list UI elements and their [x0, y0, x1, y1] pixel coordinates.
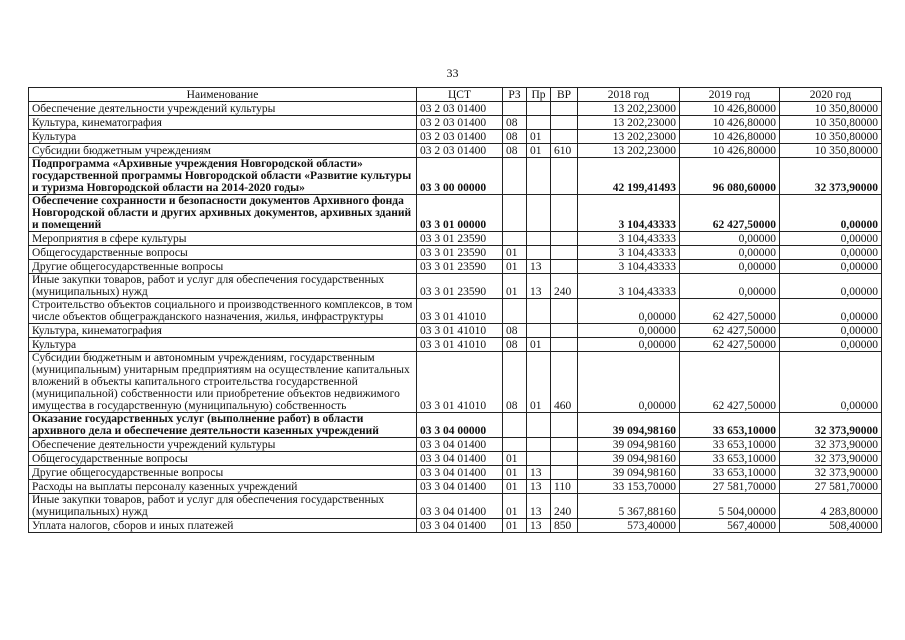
table-row [29, 494, 882, 519]
amount-2020-cell: 32 373,90000 [780, 438, 882, 452]
amount-2019-cell: 62 427,50000 [680, 299, 780, 324]
table-row [29, 260, 882, 274]
amount-2020-cell: 0,00000 [780, 260, 882, 274]
amount-2020-cell: 508,40000 [780, 519, 882, 533]
amount-2020-cell: 0,00000 [780, 195, 882, 232]
name-cell: Обеспечение деятельности учреждений культуры [29, 438, 417, 452]
rz-cell [503, 158, 527, 195]
amount-2019-cell: 0,00000 [680, 232, 780, 246]
name-cell: Культура [29, 130, 417, 144]
name-cell: Субсидии бюджетным учреждениям [29, 144, 417, 158]
cst-cell: 03 3 01 23590 [417, 260, 503, 274]
table-row [29, 352, 882, 413]
name-cell: Другие общегосударственные вопросы [29, 466, 417, 480]
amount-2018-cell: 39 094,98160 [578, 466, 680, 480]
table-row [29, 338, 882, 352]
pr-cell: 01 [527, 144, 551, 158]
amount-2020-cell: 4 283,80000 [780, 494, 882, 519]
rz-cell [503, 413, 527, 438]
amount-2018-cell: 13 202,23000 [578, 102, 680, 116]
pr-cell [527, 246, 551, 260]
amount-2019-cell: 5 504,00000 [680, 494, 780, 519]
name-cell: Мероприятия в сфере культуры [29, 232, 417, 246]
name-cell: Подпрограмма «Архивные учреждения Новгородской области» государственной программы Новгородской области «Развитие культуры и туризма Новгородской области на 2014-2020 годы» [29, 158, 417, 195]
page-number: 33 [446, 66, 459, 80]
table-row [29, 158, 882, 195]
amount-2020-cell: 0,00000 [780, 246, 882, 260]
amount-2020-cell: 0,00000 [780, 274, 882, 299]
rz-cell: 08 [503, 130, 527, 144]
table-body [29, 102, 882, 533]
amount-2020-cell: 0,00000 [780, 232, 882, 246]
amount-2019-cell: 96 080,60000 [680, 158, 780, 195]
amount-2019-cell: 33 653,10000 [680, 413, 780, 438]
vr-cell [551, 158, 578, 195]
header-cst: ЦСТ [417, 88, 503, 102]
pr-cell: 13 [527, 274, 551, 299]
header-vr: ВР [551, 88, 578, 102]
amount-2018-cell: 13 202,23000 [578, 130, 680, 144]
pr-cell: 01 [527, 352, 551, 413]
amount-2020-cell: 10 350,80000 [780, 116, 882, 130]
amount-2019-cell: 0,00000 [680, 246, 780, 260]
vr-cell [551, 195, 578, 232]
rz-cell: 08 [503, 116, 527, 130]
name-cell: Обеспечение деятельности учреждений культуры [29, 102, 417, 116]
amount-2019-cell: 62 427,50000 [680, 195, 780, 232]
cst-cell: 03 3 00 00000 [417, 158, 503, 195]
pr-cell: 13 [527, 519, 551, 533]
name-cell: Субсидии бюджетным и автономным учреждениям, государственным (муниципальным) унитарным предприятиям на осуществление капитальных вложений в объекты капитального строительства государственной (муниципальной) собственности или приобретение объектов недвижимого имущества в государственную (муниципальную) собственность [29, 352, 417, 413]
amount-2018-cell: 33 153,70000 [578, 480, 680, 494]
name-cell: Расходы на выплаты персоналу казенных учреждений [29, 480, 417, 494]
cst-cell: 03 2 03 01400 [417, 116, 503, 130]
amount-2019-cell: 0,00000 [680, 260, 780, 274]
vr-cell [551, 116, 578, 130]
name-cell: Иные закупки товаров, работ и услуг для обеспечения государственных (муниципальных) нужд [29, 494, 417, 519]
rz-cell: 01 [503, 480, 527, 494]
table-row [29, 413, 882, 438]
amount-2019-cell: 27 581,70000 [680, 480, 780, 494]
name-cell: Другие общегосударственные вопросы [29, 260, 417, 274]
amount-2019-cell: 33 653,10000 [680, 452, 780, 466]
table-row [29, 130, 882, 144]
amount-2019-cell: 10 426,80000 [680, 102, 780, 116]
table-row [29, 232, 882, 246]
amount-2020-cell: 10 350,80000 [780, 130, 882, 144]
rz-cell: 01 [503, 466, 527, 480]
rz-cell: 01 [503, 260, 527, 274]
pr-cell: 13 [527, 260, 551, 274]
vr-cell: 850 [551, 519, 578, 533]
name-cell: Обеспечение сохранности и безопасности документов Архивного фонда Новгородской области и других архивных документов, архивных зданий и помещений [29, 195, 417, 232]
cst-cell: 03 3 04 01400 [417, 466, 503, 480]
pr-cell [527, 158, 551, 195]
name-cell: Общегосударственные вопросы [29, 246, 417, 260]
rz-cell: 08 [503, 338, 527, 352]
vr-cell [551, 466, 578, 480]
header-2020: 2020 год [780, 88, 882, 102]
vr-cell [551, 438, 578, 452]
amount-2020-cell: 0,00000 [780, 299, 882, 324]
amount-2020-cell: 0,00000 [780, 352, 882, 413]
table-row [29, 452, 882, 466]
rz-cell [503, 232, 527, 246]
vr-cell [551, 338, 578, 352]
amount-2018-cell: 42 199,41493 [578, 158, 680, 195]
amount-2018-cell: 3 104,43333 [578, 260, 680, 274]
table-row [29, 144, 882, 158]
pr-cell: 13 [527, 466, 551, 480]
table-row [29, 299, 882, 324]
amount-2020-cell: 27 581,70000 [780, 480, 882, 494]
amount-2018-cell: 3 104,43333 [578, 195, 680, 232]
cst-cell: 03 3 04 01400 [417, 494, 503, 519]
cst-cell: 03 3 01 41010 [417, 324, 503, 338]
amount-2018-cell: 0,00000 [578, 324, 680, 338]
table-row [29, 519, 882, 533]
rz-cell: 08 [503, 352, 527, 413]
amount-2019-cell: 0,00000 [680, 274, 780, 299]
pr-cell [527, 116, 551, 130]
amount-2019-cell: 62 427,50000 [680, 352, 780, 413]
cst-cell: 03 3 04 00000 [417, 413, 503, 438]
table-row [29, 324, 882, 338]
name-cell: Культура, кинематография [29, 324, 417, 338]
vr-cell [551, 324, 578, 338]
cst-cell: 03 2 03 01400 [417, 144, 503, 158]
table-row [29, 116, 882, 130]
name-cell: Уплата налогов, сборов и иных платежей [29, 519, 417, 533]
cst-cell: 03 3 04 01400 [417, 480, 503, 494]
pr-cell: 13 [527, 494, 551, 519]
budget-table [28, 87, 882, 533]
amount-2020-cell: 32 373,90000 [780, 452, 882, 466]
pr-cell [527, 102, 551, 116]
amount-2018-cell: 573,40000 [578, 519, 680, 533]
amount-2018-cell: 13 202,23000 [578, 116, 680, 130]
rz-cell: 01 [503, 519, 527, 533]
amount-2018-cell: 0,00000 [578, 338, 680, 352]
rz-cell: 01 [503, 246, 527, 260]
name-cell: Общегосударственные вопросы [29, 452, 417, 466]
amount-2018-cell: 39 094,98160 [578, 452, 680, 466]
cst-cell: 03 3 04 01400 [417, 519, 503, 533]
header-2019: 2019 год [680, 88, 780, 102]
header-pr: Пр [527, 88, 551, 102]
pr-cell: 13 [527, 480, 551, 494]
cst-cell: 03 3 01 00000 [417, 195, 503, 232]
amount-2019-cell: 62 427,50000 [680, 338, 780, 352]
pr-cell [527, 232, 551, 246]
pr-cell [527, 195, 551, 232]
amount-2018-cell: 5 367,88160 [578, 494, 680, 519]
table-row [29, 480, 882, 494]
amount-2018-cell: 3 104,43333 [578, 274, 680, 299]
name-cell: Иные закупки товаров, работ и услуг для обеспечения государственных (муниципальных) нужд [29, 274, 417, 299]
table-row [29, 438, 882, 452]
vr-cell [551, 452, 578, 466]
pr-cell [527, 413, 551, 438]
vr-cell [551, 246, 578, 260]
rz-cell: 01 [503, 274, 527, 299]
vr-cell [551, 130, 578, 144]
header-2018: 2018 год [578, 88, 680, 102]
cst-cell: 03 3 01 41010 [417, 338, 503, 352]
amount-2019-cell: 10 426,80000 [680, 130, 780, 144]
cst-cell: 03 3 01 23590 [417, 274, 503, 299]
amount-2019-cell: 62 427,50000 [680, 324, 780, 338]
vr-cell [551, 299, 578, 324]
amount-2020-cell: 10 350,80000 [780, 102, 882, 116]
cst-cell: 03 3 01 23590 [417, 246, 503, 260]
amount-2019-cell: 567,40000 [680, 519, 780, 533]
amount-2020-cell: 32 373,90000 [780, 466, 882, 480]
pr-cell [527, 452, 551, 466]
vr-cell [551, 413, 578, 438]
amount-2018-cell: 39 094,98160 [578, 413, 680, 438]
table-row [29, 466, 882, 480]
vr-cell: 460 [551, 352, 578, 413]
header-rz: РЗ [503, 88, 527, 102]
amount-2020-cell: 32 373,90000 [780, 413, 882, 438]
amount-2018-cell: 0,00000 [578, 299, 680, 324]
amount-2020-cell: 0,00000 [780, 324, 882, 338]
rz-cell [503, 438, 527, 452]
table-row [29, 102, 882, 116]
pr-cell [527, 438, 551, 452]
cst-cell: 03 2 03 01400 [417, 102, 503, 116]
rz-cell: 01 [503, 494, 527, 519]
pr-cell [527, 324, 551, 338]
amount-2019-cell: 33 653,10000 [680, 438, 780, 452]
amount-2019-cell: 10 426,80000 [680, 116, 780, 130]
vr-cell: 110 [551, 480, 578, 494]
amount-2018-cell: 13 202,23000 [578, 144, 680, 158]
table-row [29, 246, 882, 260]
name-cell: Строительство объектов социального и производственного комплексов, в том числе объектов общегражданского назначения, жилья, инфраструктуры [29, 299, 417, 324]
table-row [29, 195, 882, 232]
rz-cell [503, 299, 527, 324]
amount-2018-cell: 3 104,43333 [578, 246, 680, 260]
pr-cell: 01 [527, 338, 551, 352]
vr-cell: 240 [551, 274, 578, 299]
cst-cell: 03 3 04 01400 [417, 452, 503, 466]
rz-cell [503, 102, 527, 116]
cst-cell: 03 3 01 41010 [417, 352, 503, 413]
amount-2020-cell: 32 373,90000 [780, 158, 882, 195]
pr-cell [527, 299, 551, 324]
header-name: Наименование [29, 88, 417, 102]
amount-2020-cell: 10 350,80000 [780, 144, 882, 158]
amount-2019-cell: 10 426,80000 [680, 144, 780, 158]
amount-2018-cell: 39 094,98160 [578, 438, 680, 452]
cst-cell: 03 2 03 01400 [417, 130, 503, 144]
amount-2018-cell: 3 104,43333 [578, 232, 680, 246]
vr-cell [551, 232, 578, 246]
amount-2019-cell: 33 653,10000 [680, 466, 780, 480]
amount-2018-cell: 0,00000 [578, 352, 680, 413]
vr-cell [551, 260, 578, 274]
vr-cell: 240 [551, 494, 578, 519]
table-header-row [29, 88, 882, 102]
rz-cell: 08 [503, 144, 527, 158]
cst-cell: 03 3 01 41010 [417, 299, 503, 324]
name-cell: Культура [29, 338, 417, 352]
rz-cell [503, 195, 527, 232]
cst-cell: 03 3 01 23590 [417, 232, 503, 246]
vr-cell: 610 [551, 144, 578, 158]
table-row [29, 274, 882, 299]
rz-cell: 08 [503, 324, 527, 338]
cst-cell: 03 3 04 01400 [417, 438, 503, 452]
amount-2020-cell: 0,00000 [780, 338, 882, 352]
rz-cell: 01 [503, 452, 527, 466]
name-cell: Культура, кинематография [29, 116, 417, 130]
name-cell: Оказание государственных услуг (выполнение работ) в области архивного дела и обеспечение деятельности казенных учреждений [29, 413, 417, 438]
vr-cell [551, 102, 578, 116]
pr-cell: 01 [527, 130, 551, 144]
